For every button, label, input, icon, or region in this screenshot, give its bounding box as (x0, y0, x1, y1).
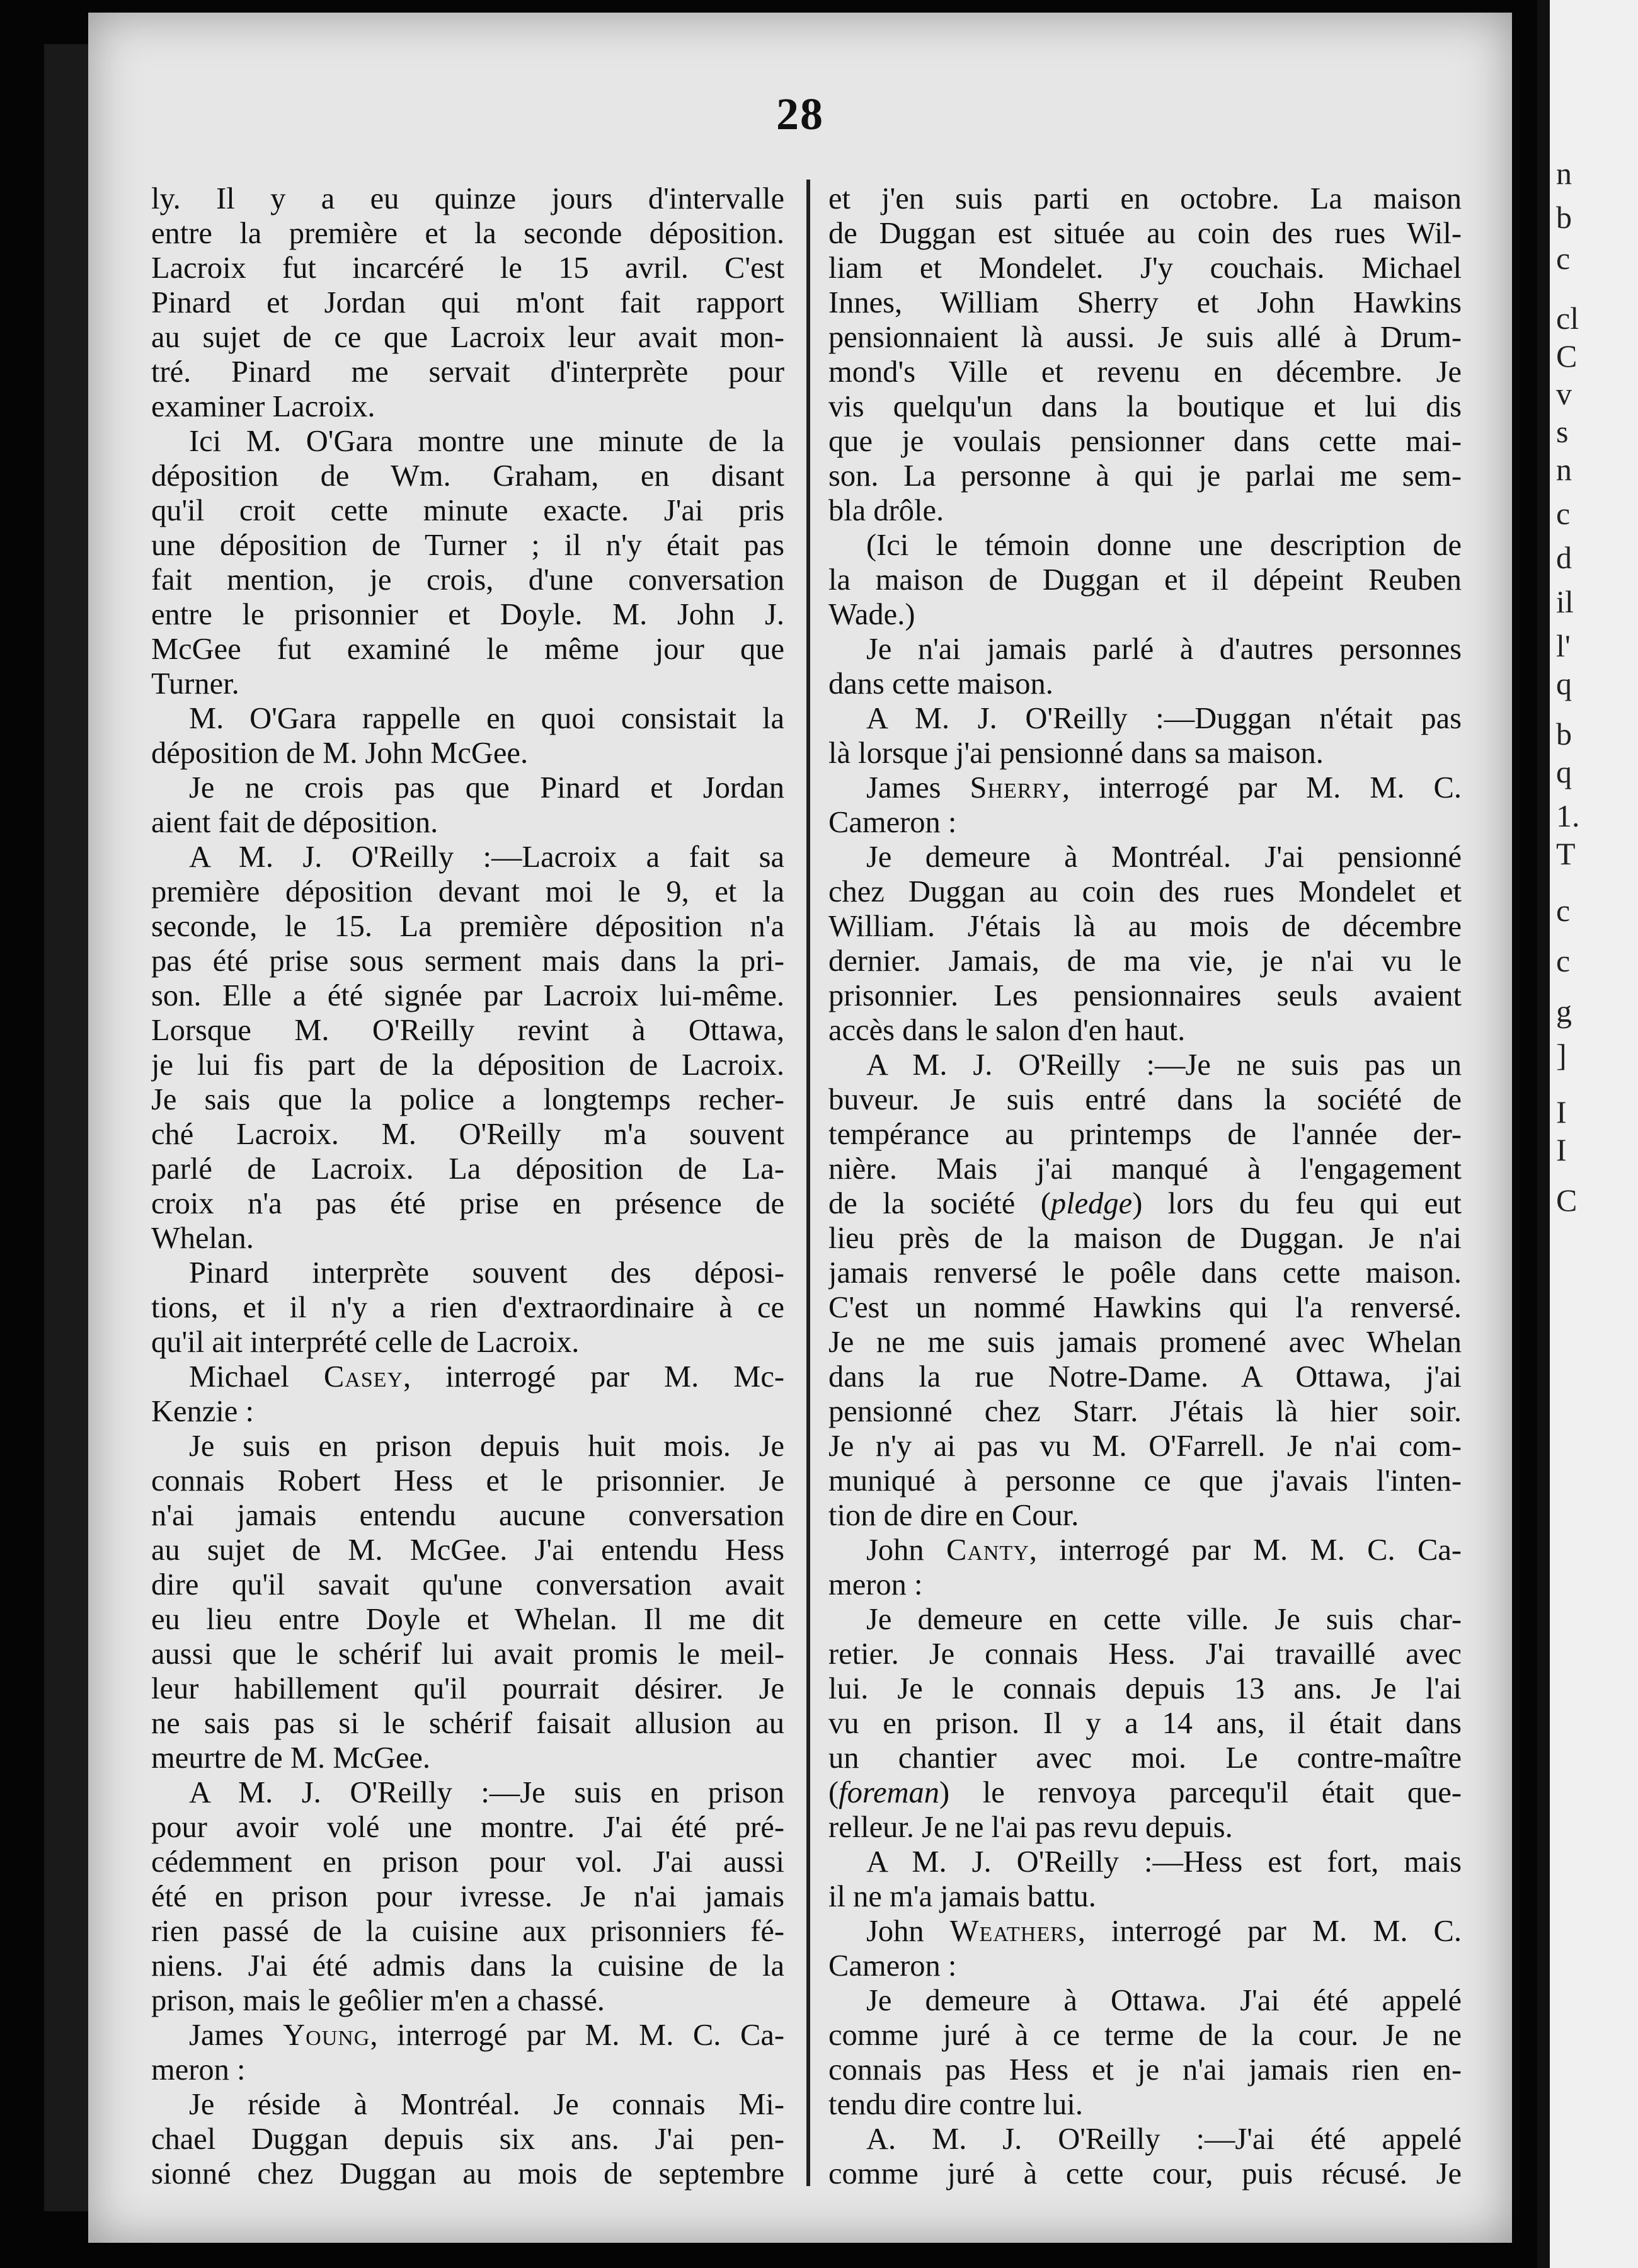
text-line: Je n'y ai pas vu M. O'Farrell. Je n'ai com- (828, 1429, 1462, 1463)
fragment-text: q (1556, 666, 1572, 701)
text-line: je lui fis part de la déposition de Lacroix. (151, 1048, 784, 1082)
text-line: liam et Mondelet. J'y couchais. Michael (828, 251, 1462, 285)
text-line: A M. J. O'Reilly :—Duggan n'était pas (866, 702, 1462, 735)
text-line: fait mention, je crois, d'une conversation (151, 563, 784, 597)
text-line: au sujet de ce que Lacroix leur avait mon- (151, 321, 784, 354)
text-run: , interrogé par M. Mc- (403, 1360, 784, 1394)
right-column (828, 181, 1462, 2191)
text-line: son. La personne à qui je parlai me sem- (828, 459, 1462, 493)
text-line: A M. J. O'Reilly :—Hess est fort, mais (866, 1845, 1462, 1879)
text-line: meron : (828, 1568, 923, 1601)
text-run: Young (283, 2019, 370, 2052)
text-line: accès dans le salon d'en haut. (828, 1014, 1186, 1047)
fragment-text: s (1556, 414, 1569, 449)
text-line: tempérance au printemps de l'année der- (828, 1118, 1462, 1151)
text-line: qu'il ait interprété celle de Lacroix. (151, 1326, 580, 1359)
text-line: Ici M. O'Gara montre une minute de la (189, 425, 784, 458)
text-line: A M. J. O'Reilly :—Je ne suis pas un (866, 1048, 1462, 1082)
text-line: tion de dire en Cour. (828, 1499, 1079, 1532)
text-line (828, 770, 1462, 805)
text-line: au sujet de M. McGee. J'ai entendu Hess (151, 1533, 784, 1567)
text-line: ché Lacroix. M. O'Reilly m'a souvent (151, 1118, 784, 1151)
text-line: dire qu'il savait qu'une conversation avait (151, 1568, 784, 1601)
text-line: leur habillement qu'il pourrait désirer. Je (151, 1672, 784, 1705)
text-run: James (189, 2019, 284, 2052)
text-run: ) lors du feu qui eut (1132, 1187, 1462, 1220)
text-line: chael Duggan depuis six ans. J'ai pen- (151, 2122, 784, 2156)
text-line: lieu près de la maison de Duggan. Je n'ai (828, 1222, 1462, 1255)
text-run: Sherry (970, 771, 1062, 805)
text-line: première déposition devant moi le 9, et la (151, 875, 784, 908)
text-line: dans cette maison. (828, 667, 1053, 701)
fragment-text: I (1556, 1132, 1567, 1167)
text-line: pensionné chez Starr. J'étais là hier soir. (828, 1395, 1462, 1428)
text-line: mond's Ville et revenu en décembre. Je (828, 355, 1462, 389)
text-line: relleur. Je ne l'ai pas revu depuis. (828, 1811, 1233, 1844)
text-run: foreman (839, 1776, 940, 1809)
text-run: John (866, 1915, 950, 1948)
text-line: Cameron : (828, 806, 957, 839)
text-line: entre la première et la seconde déposition. (151, 217, 784, 250)
text-line: chez Duggan au coin des rues Mondelet et (828, 875, 1462, 908)
fragment-text: b (1556, 200, 1572, 235)
text-line: aussi que le schérif lui avait promis le meil- (151, 1637, 784, 1671)
text-line: A. M. J. O'Reilly :—J'ai été appelé (866, 2122, 1462, 2156)
fragment-text: l' (1556, 628, 1571, 663)
text-line: sionné chez Duggan au mois de septembre (151, 2157, 784, 2191)
text-line: lui. Je le connais depuis 13 ans. Je l'ai (828, 1672, 1462, 1705)
text-line: croix n'a pas été prise en présence de (151, 1187, 784, 1220)
left-column (151, 181, 784, 2191)
text-line: eu lieu entre Doyle et Whelan. Il me dit (151, 1603, 784, 1636)
text-line: Pinard et Jordan qui m'ont fait rapport (151, 286, 784, 319)
text-line: ne sais pas si le schérif faisait allusion au (151, 1707, 784, 1740)
text-line: déposition de M. John McGee. (151, 736, 529, 770)
text-line: dans la rue Notre-Dame. A Ottawa, j'ai (828, 1360, 1462, 1394)
text-line: A M. J. O'Reilly :—Je suis en prison (189, 1776, 784, 1809)
text-run: Canty (946, 1533, 1029, 1567)
text-run: Casey (323, 1360, 404, 1394)
text-line (828, 1914, 1462, 1949)
text-line: Je demeure en cette ville. Je suis char- (866, 1603, 1462, 1636)
text-line: Je demeure à Montréal. J'ai pensionné (866, 840, 1462, 874)
text-line: Pinard interprète souvent des déposi- (189, 1256, 784, 1290)
text-line: meurtre de M. McGee. (151, 1741, 431, 1775)
text-run: , interrogé par M. M. C. Ca- (370, 2019, 784, 2052)
fragment-text: c (1556, 943, 1571, 978)
text-line: pour avoir volé une montre. J'ai été pré- (151, 1811, 784, 1844)
text-line: rien passé de la cuisine aux prisonniers fé- (151, 1915, 784, 1948)
text-line: Je ne crois pas que Pinard et Jordan (189, 771, 784, 805)
text-line: comme juré à cette cour, puis récusé. Je (828, 2157, 1462, 2191)
fragment-text: d (1556, 540, 1572, 575)
fragment-text: c (1556, 241, 1571, 276)
text-line: prison, mais le geôlier m'en a chassé. (151, 1984, 605, 2017)
text-line: déposition de Wm. Graham, en disant (151, 459, 784, 493)
text-line (151, 2018, 784, 2053)
text-line: un chantier avec moi. Le contre-maître (828, 1741, 1462, 1775)
text-line: connais pas Hess et je n'ai jamais rien en- (828, 2053, 1462, 2087)
text-line: tré. Pinard me servait d'interprète pour (151, 355, 784, 389)
text-line: il ne m'a jamais battu. (828, 1880, 1096, 1913)
fragment-text: n (1556, 452, 1572, 487)
fragment-text: v (1556, 376, 1572, 411)
text-line: Je n'ai jamais parlé à d'autres personnes (866, 633, 1462, 666)
text-line: Je ne me suis jamais promené avec Whelan (828, 1326, 1462, 1359)
text-line: été en prison pour ivresse. Je n'ai jamais (151, 1880, 784, 1913)
fragment-text: T (1556, 836, 1576, 871)
fragment-text: I (1556, 1094, 1567, 1130)
text-line: McGee fut examiné le même jour que (151, 633, 784, 666)
page-edge (44, 44, 88, 2211)
text-run: Weathers (949, 1915, 1078, 1948)
text-line: A M. J. O'Reilly :—Lacroix a fait sa (189, 840, 784, 874)
column-divider (806, 180, 810, 2186)
text-line: aient fait de déposition. (151, 806, 438, 839)
next-page-fragment (1537, 0, 1638, 2268)
text-run: , interrogé par M. M. C. (1062, 771, 1462, 805)
text-line: Innes, William Sherry et John Hawkins (828, 286, 1462, 319)
text-line: parlé de Lacroix. La déposition de La- (151, 1152, 784, 1186)
text-line: Turner. (151, 667, 239, 701)
fragment-text: il (1556, 584, 1574, 619)
text-line: ly. Il y a eu quinze jours d'intervalle (151, 182, 784, 215)
text-line: dernier. Jamais, de ma vie, je n'ai vu le (828, 944, 1462, 978)
text-line: pensionnaient là aussi. Je suis allé à Drum- (828, 321, 1462, 354)
text-line: Cameron : (828, 1949, 957, 1983)
text-line: jamais renversé le poêle dans cette maison. (828, 1256, 1462, 1290)
text-line: niens. J'ai été admis dans la cuisine de la (151, 1949, 784, 1983)
text-line: connais Robert Hess et le prisonnier. Je (151, 1464, 784, 1498)
text-line: et j'en suis parti en octobre. La maison (828, 182, 1462, 215)
text-line: (Ici le témoin donne une description de (866, 529, 1462, 562)
fragment-text: q (1556, 754, 1572, 789)
text-run: pledge (1050, 1187, 1133, 1220)
text-run: ( (828, 1776, 839, 1809)
text-line: buveur. Je suis entré dans la société de (828, 1083, 1462, 1116)
text-run: , interrogé par M. M. C. (1077, 1915, 1462, 1948)
text-line: vu en prison. Il y a 14 ans, il était dans (828, 1707, 1462, 1740)
text-line (828, 1186, 1462, 1221)
text-line: prisonnier. Les pensionnaires seuls avaient (828, 979, 1462, 1012)
fragment-text: n (1556, 156, 1572, 191)
text-line: une déposition de Turner ; il n'y était pas (151, 529, 784, 562)
text-line: Kenzie : (151, 1395, 254, 1428)
text-line: son. Elle a été signée par Lacroix lui-même. (151, 979, 784, 1012)
text-line: n'ai jamais entendu aucune conversation (151, 1499, 784, 1532)
text-run: Michael (189, 1360, 324, 1394)
text-line: muniqué à personne ce que j'avais l'inten- (828, 1464, 1462, 1498)
text-line (151, 1360, 784, 1394)
fragment-text: C (1556, 1183, 1578, 1218)
fragment-text: b (1556, 716, 1572, 752)
text-line: que je voulais pensionner dans cette mai- (828, 425, 1462, 458)
text-run: ) le renvoya parcequ'il était que- (939, 1776, 1462, 1809)
fragment-text: C (1556, 338, 1578, 374)
text-line: bla drôle. (828, 494, 944, 527)
text-run: James (866, 771, 970, 805)
text-line: Lorsque M. O'Reilly revint à Ottawa, (151, 1014, 784, 1047)
text-line: meron : (151, 2053, 246, 2087)
text-line: vis quelqu'un dans la boutique et lui dis (828, 390, 1462, 423)
text-line: M. O'Gara rappelle en quoi consistait la (189, 702, 784, 735)
text-line: entre le prisonnier et Doyle. M. John J. (151, 598, 784, 631)
text-line: Je suis en prison depuis huit mois. Je (189, 1429, 784, 1463)
text-line: cédemment en prison pour vol. J'ai aussi (151, 1845, 784, 1879)
text-line: de Duggan est située au coin des rues Wil- (828, 217, 1462, 250)
text-line: seconde, le 15. La première déposition n'a (151, 910, 784, 943)
text-line: Whelan. (151, 1222, 254, 1255)
document-page (88, 13, 1512, 2243)
text-line: tions, et il n'y a rien d'extraordinaire à ce (151, 1291, 784, 1324)
text-line: Je demeure à Ottawa. J'ai été appelé (866, 1984, 1462, 2017)
text-run: John (866, 1533, 946, 1567)
text-line: Je réside à Montréal. Je connais Mi- (189, 2088, 784, 2121)
text-line: Wade.) (828, 598, 915, 631)
page-number: 28 (776, 89, 824, 139)
text-line: examiner Lacroix. (151, 390, 375, 423)
text-line: Je sais que la police a longtemps recher- (151, 1083, 784, 1116)
text-line: pas été prise sous serment mais dans la pri- (151, 944, 784, 978)
fragment-text: cl (1556, 301, 1579, 336)
text-line: tendu dire contre lui. (828, 2088, 1084, 2121)
text-line: Lacroix fut incarcéré le 15 avril. C'est (151, 251, 784, 285)
fragment-text: c (1556, 496, 1571, 531)
text-line (828, 1775, 1462, 1810)
text-line: William. J'étais là au mois de décembre (828, 910, 1462, 943)
text-run: , interrogé par M. M. C. Ca- (1029, 1533, 1462, 1567)
text-line: la maison de Duggan et il dépeint Reuben (828, 563, 1462, 597)
text-run: de la société ( (828, 1187, 1051, 1220)
text-line: retier. Je connais Hess. J'ai travaillé avec (828, 1637, 1462, 1671)
text-line: comme juré à ce terme de la cour. Je ne (828, 2019, 1462, 2052)
text-line: nière. Mais j'ai manqué à l'engagement (828, 1152, 1462, 1186)
text-line (828, 1533, 1462, 1567)
text-line: qu'il croit cette minute exacte. J'ai pris (151, 494, 784, 527)
fragment-text: 1. (1556, 798, 1580, 833)
fragment-text: g (1556, 994, 1572, 1029)
fragment-text: c (1556, 893, 1571, 928)
fragment-text: ] (1556, 1038, 1567, 1073)
text-line: C'est un nommé Hawkins qui l'a renversé. (828, 1291, 1462, 1324)
text-line: là lorsque j'ai pensionné dans sa maison. (828, 736, 1324, 770)
